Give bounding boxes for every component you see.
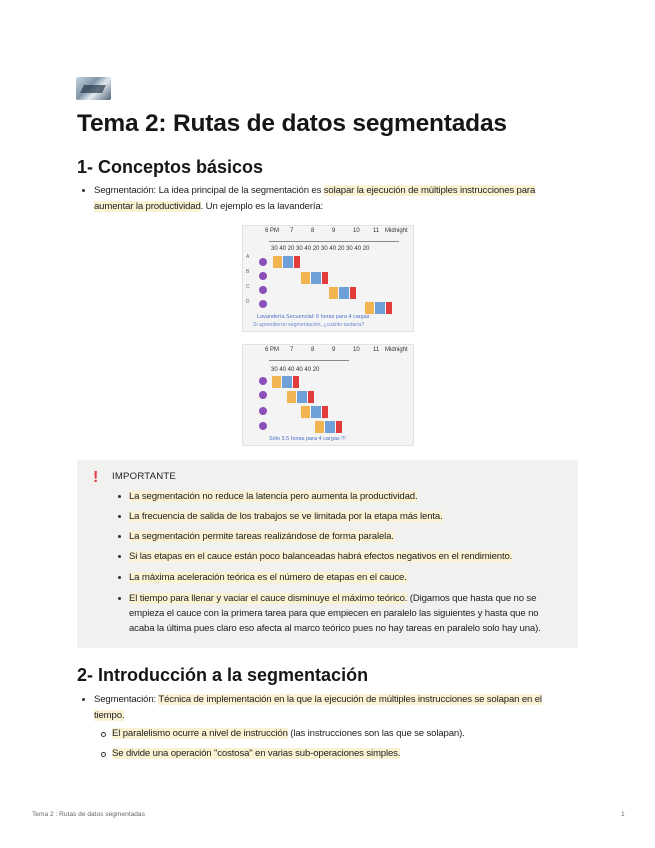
bullet-dot (118, 576, 121, 579)
bullet-text: . Un ejemplo es la lavandería: (200, 200, 324, 212)
callout-item (129, 509, 443, 525)
highlight-text: El paralelismo ocurre a nivel de instrucción (112, 728, 288, 739)
duration-labels: 30 40 20 30 40 20 30 40 20 30 40 20 (271, 246, 370, 252)
highlight-text: Se divide una operación "costosa" en varias sub-operaciones simples. (112, 748, 401, 759)
sub-bullet-paralelismo (112, 726, 465, 742)
callout-item (129, 529, 394, 545)
bullet-text: Segmentación: (94, 694, 159, 705)
callout-title: IMPORTANTE (112, 471, 177, 482)
callout-item (129, 489, 417, 505)
bullet-dot (118, 515, 121, 518)
figure-caption: Lavandería Secuencial: 6 horas para 4 cargas (257, 314, 370, 320)
time-label: Midnight (385, 347, 408, 353)
time-label: 7 (290, 228, 294, 234)
section-1-heading: 1- Conceptos básicos (77, 157, 264, 177)
footer-title: Tema 2 : Rutas de datos segmentadas (32, 811, 145, 818)
page-title: Tema 2: Rutas de datos segmentadas (77, 110, 507, 137)
bullet-dot (118, 535, 121, 538)
highlight-text: La máxima aceleración teórica es el número de etapas en el cauce. (129, 572, 407, 583)
time-label: 9 (332, 347, 336, 353)
highlight-text: La frecuencia de salida de los trabajos se ve limitada por la etapa más lenta. (129, 511, 443, 522)
highlight-text: El tiempo para llenar y vaciar el cauce disminuye el máximo teórico. (129, 593, 408, 604)
highlight-text: Técnica de implementación en la que la ejecución de múltiples instrucciones se solapan en el (158, 694, 542, 705)
time-label: 11 (373, 228, 380, 234)
callout-text: empieza el cauce con la primera tarea para que empiecen en paralelo las siguientes y hasta que no (129, 608, 539, 619)
callout-item (129, 591, 569, 636)
sub-bullet-ring (101, 732, 106, 737)
section-2-heading: 2- Introducción a la segmentación (77, 665, 369, 685)
callout-item (129, 549, 512, 565)
figure-caption: Sólo 3.5 horas para 4 cargas !!! (269, 436, 346, 442)
highlight-text: La segmentación permite tareas realizándose de forma paralela. (129, 531, 394, 542)
highlight-text: Si las etapas en el cauce están poco balanceadas habrá efectos negativos en el rendimiento. (129, 551, 513, 562)
bullet-dot (118, 495, 121, 498)
bullet-dot (118, 597, 121, 600)
highlight-text: La segmentación no reduce la latencia pero aumenta la productividad. (129, 491, 418, 502)
highlight-text: solapar la ejecución de múltiples instrucciones para (323, 185, 536, 196)
highlight-text: tiempo. (94, 709, 125, 721)
bullet-segmentacion-def (94, 692, 574, 723)
time-label: 6 PM (265, 228, 280, 234)
time-label: 10 (353, 347, 360, 353)
sub-bullet-ring (101, 752, 106, 757)
bullet-segmentacion (94, 183, 574, 214)
callout-text: (Digamos que hasta que no se (407, 593, 537, 604)
time-label: 7 (290, 347, 294, 353)
time-label: 8 (311, 347, 315, 353)
page-cover-icon (76, 77, 111, 100)
callout-text: acaba la última pues claro eso afecta al marco teórico pues no hay tareas en paralelo solo hay una). (129, 623, 541, 634)
laundry-sequential-figure: 6 PM 7 8 9 10 11 Midnight 30 40 20 30 40 20 30 40 20 30 40 20 A B C D Lavandería Secuencial: 6 horas para 4 cargas Si aprendieron segmentación, ¿cuánto tardaría? (242, 225, 414, 332)
bullet-dot (118, 555, 121, 558)
laundry-pipelined-figure (242, 344, 414, 446)
figure-caption: Si aprendieron segmentación, ¿cuánto tardaría? (253, 322, 365, 328)
time-label: 8 (311, 228, 315, 234)
duration-labels: 30 40 40 40 40 20 (271, 367, 320, 373)
highlight-text: aumentar la productividad (94, 200, 201, 212)
time-label: 11 (373, 347, 380, 353)
time-label: Midnight (385, 228, 408, 234)
callout-item (129, 570, 407, 586)
bullet-dot (82, 698, 85, 701)
time-label: 9 (332, 228, 336, 234)
time-label: 10 (353, 228, 360, 234)
bullet-text: Segmentación: La idea principal de la segmentación es (94, 185, 324, 196)
page-number: 1 (621, 811, 625, 818)
sub-bullet-division (112, 746, 400, 762)
bullet-dot (82, 189, 85, 192)
exclamation-icon: ! (93, 469, 99, 486)
bullet-text: (las instrucciones son las que se solapan). (287, 728, 465, 739)
time-label: 6 PM (265, 347, 280, 353)
